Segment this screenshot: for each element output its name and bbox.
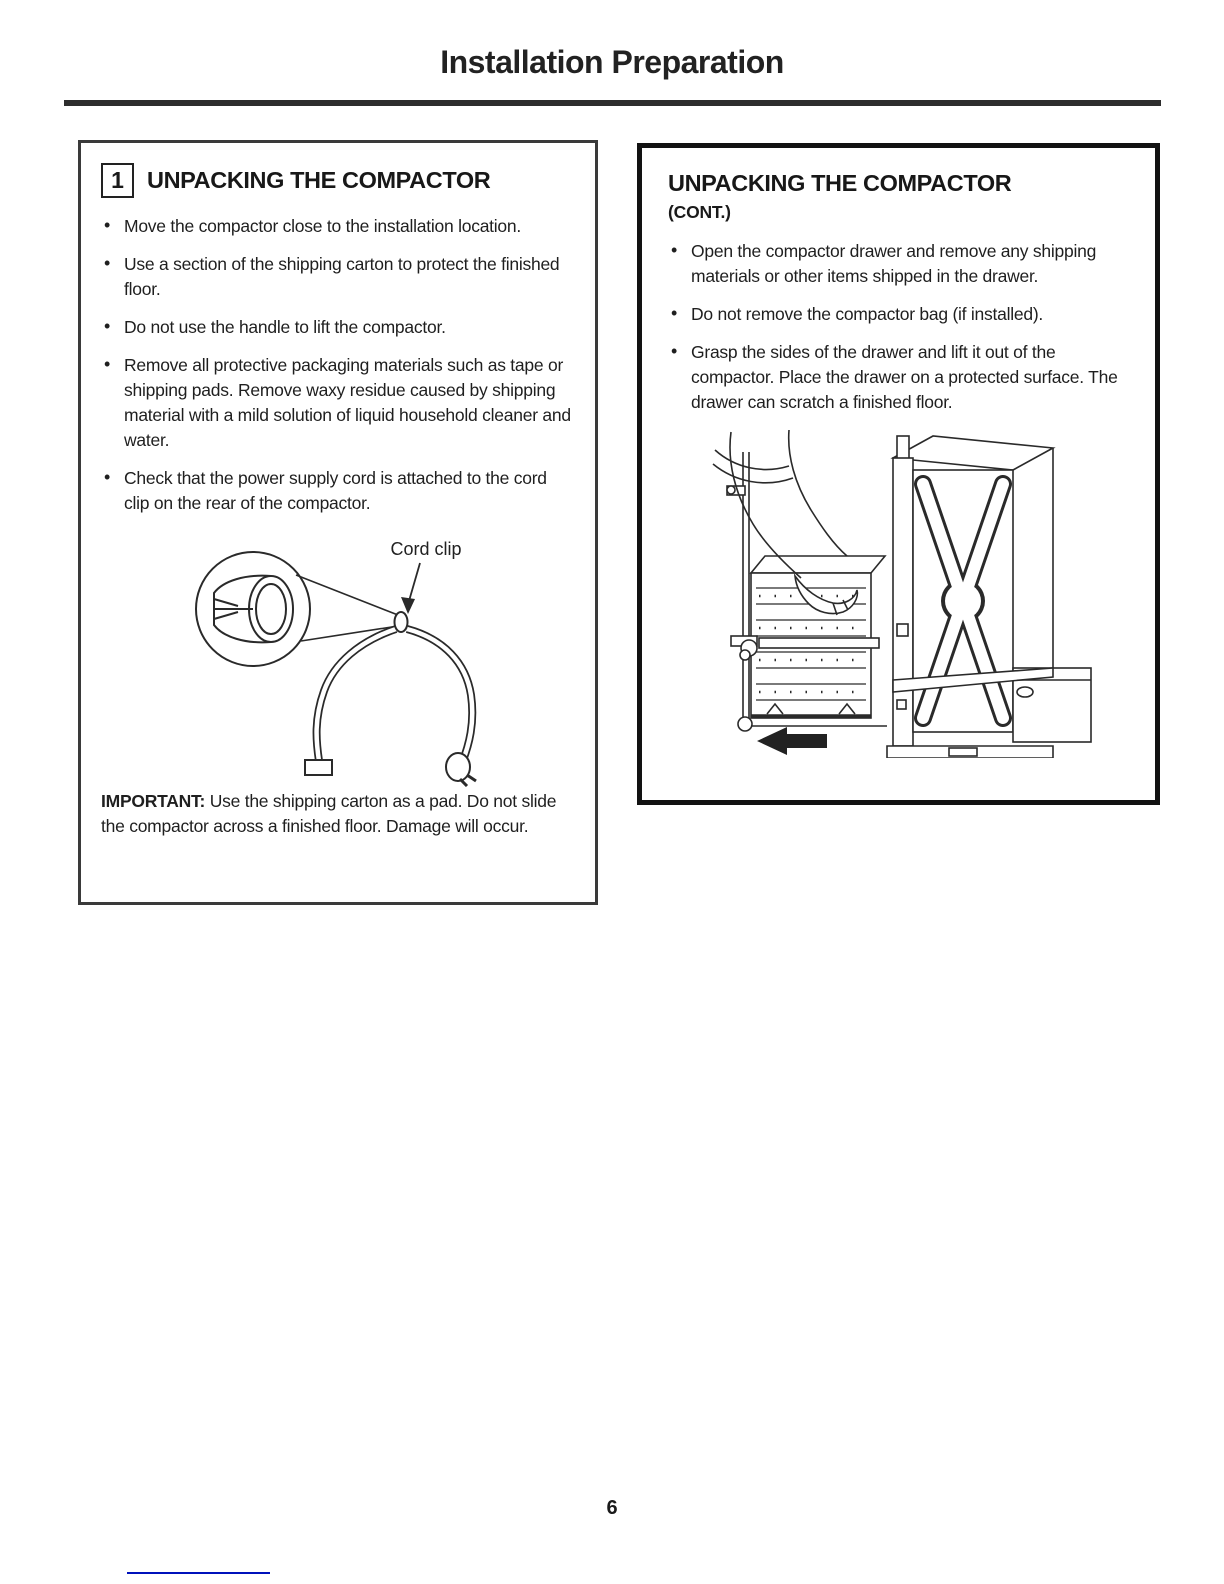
bullet-item: • Do not remove the compactor bag (if installed). — [668, 302, 1133, 327]
power-cord — [317, 629, 473, 763]
bullet-item: • Grasp the sides of the drawer and lift it out of the compactor. Place the drawer on a protected surface. The drawer can scratch a finished floor. — [668, 340, 1133, 415]
bullet-item: • Do not use the handle to lift the compactor. — [101, 315, 575, 340]
step-number-badge: 1 — [101, 163, 134, 198]
compactor-drawer — [731, 556, 887, 731]
bullet-item: • Use a section of the shipping carton to protect the finished floor. — [101, 252, 575, 302]
bullet-list — [668, 239, 1133, 415]
section-title: UNPACKING THE COMPACTOR — [668, 170, 1012, 196]
left-arrow-icon — [757, 727, 827, 755]
power-plug — [446, 753, 476, 786]
bullet-list — [101, 214, 575, 516]
footer-rule — [127, 1572, 270, 1574]
important-label: IMPORTANT: — [101, 791, 206, 811]
important-text: Use the shipping carton as a pad. Do not slide the compactor across a finished floor. Damage will occur. — [101, 791, 557, 836]
cord-clip-figure — [101, 529, 575, 787]
section-title: UNPACKING THE COMPACTOR — [147, 167, 491, 193]
cord-clip-detail — [214, 576, 293, 643]
page-number: 6 — [606, 1497, 618, 1519]
section-subtitle: (CONT.) — [668, 202, 731, 222]
cord-clip-label: Cord clip — [390, 539, 462, 559]
unpacking-cont-section-box — [637, 143, 1160, 805]
bullet-item: • Remove all protective packaging materials such as tape or shipping pads. Remove waxy residue caused by shipping material with a mild solution of liquid household cleaner and water. — [101, 353, 575, 453]
compactor-drawer-figure — [668, 428, 1133, 758]
section-header — [101, 163, 575, 198]
title-rule — [64, 100, 1161, 106]
bullet-item: • Check that the power supply cord is attached to the cord clip on the rear of the compactor. — [101, 466, 575, 516]
bullet-item: • Open the compactor drawer and remove any shipping materials or other items shipped in the drawer. — [668, 239, 1133, 289]
bullet-item: • Move the compactor close to the installation location. — [101, 214, 575, 239]
page-title: Installation Preparation — [440, 44, 784, 80]
compactor-body — [887, 436, 1091, 758]
drawer-roller — [738, 717, 752, 731]
important-note — [101, 789, 575, 839]
unpacking-section-box — [78, 140, 598, 905]
cord-end — [305, 760, 332, 775]
cord-clip-on-cord — [395, 612, 408, 632]
